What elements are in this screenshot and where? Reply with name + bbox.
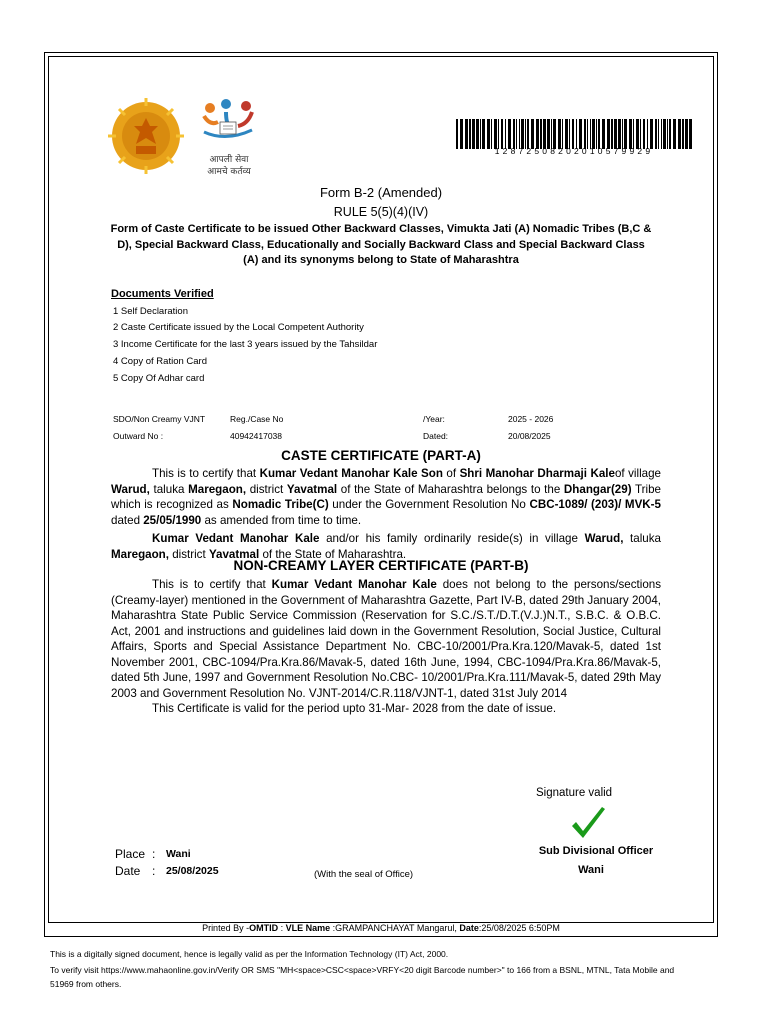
barcode-bar [501, 119, 503, 149]
text: This is to certify that [152, 467, 260, 480]
barcode-bar [689, 119, 692, 149]
place-colon: : [152, 847, 156, 861]
father-name: Shri Manohar Dharmaji Kale [459, 467, 615, 480]
officer-place: Wani [578, 864, 604, 876]
text: of the State of Maharashtra belongs to the [337, 482, 564, 496]
taluka: Maregaon, [111, 547, 169, 561]
district: Yavatmal [286, 482, 338, 496]
part-b-paragraph [111, 577, 661, 717]
year-value: 2025 - 2026 [508, 414, 554, 424]
barcode-bar [602, 119, 605, 149]
barcode-bar [525, 119, 526, 149]
barcode-bar [558, 119, 561, 149]
barcode-bar [469, 119, 471, 149]
barcode-bar [614, 119, 617, 149]
part-a-paragraph [111, 466, 661, 562]
barcode-bar [456, 119, 458, 149]
barcode-bar [598, 119, 600, 149]
maharashtra-emblem-icon [106, 96, 186, 176]
barcode-bar [519, 119, 520, 149]
barcode-bar [592, 119, 595, 149]
rule-number: RULE 5(5)(4)(IV) [333, 205, 429, 219]
barcode-bar [572, 119, 574, 149]
barcode-bar [640, 119, 641, 149]
barcode-bar [527, 119, 529, 149]
barcode-bar [622, 119, 623, 149]
text: under the Government Resolution No [328, 498, 530, 511]
date-colon: : [152, 864, 156, 878]
text: district [246, 482, 287, 496]
document-item: 1 Self Declaration [113, 306, 188, 317]
barcode-bar [607, 119, 610, 149]
barcode-bar [629, 119, 632, 149]
village: Warud, [111, 482, 150, 496]
applicant-name: Kumar Vedant Manohar Kale Son [259, 467, 443, 480]
barcode-bar [551, 119, 552, 149]
barcode-bar [673, 119, 676, 149]
barcode-bar [643, 119, 645, 149]
barcode-bar [663, 119, 666, 149]
text: :25/08/2025 6:50PM [478, 923, 560, 933]
resolution-date: 25/05/1990 [143, 513, 202, 527]
barcode-bar [596, 119, 597, 149]
barcode-bar [472, 119, 475, 149]
barcode-bar [636, 119, 639, 149]
documents-verified-heading: Documents Verified [111, 288, 214, 300]
printed-by-line [48, 923, 714, 933]
document-item: 4 Copy of Ration Card [113, 356, 207, 367]
barcode-bar [682, 119, 684, 149]
barcode-bar [487, 119, 490, 149]
barcode-bar [576, 119, 577, 149]
barcode-bar [516, 119, 517, 149]
text: and/or his family ordinarily reside(s) in village [319, 532, 585, 545]
seal-note: (With the seal of Office) [314, 869, 414, 880]
barcode-bar [553, 119, 556, 149]
text: :GRAMPANCHAYAT Mangarul, [330, 923, 460, 933]
barcode-bar [476, 119, 479, 149]
barcode-bar [521, 119, 524, 149]
tribe: Nomadic Tribe(C) [232, 498, 329, 511]
barcode-bar [465, 119, 468, 149]
applicant-name: Kumar Vedant Manohar Kale [271, 578, 437, 591]
checkmark-icon [568, 804, 608, 844]
barcode-bar [661, 119, 662, 149]
officer-title: Sub Divisional Officer [538, 845, 654, 857]
barcode-bar [669, 119, 671, 149]
outward-label: Outward No : [113, 431, 164, 441]
barcode-bar [667, 119, 668, 149]
omtid-label: OMTID [249, 923, 279, 933]
resolution-no: CBC-1089/ (203)/ MVK-5 [529, 498, 661, 511]
barcode-bar [590, 119, 591, 149]
barcode-bar [587, 119, 588, 149]
vle-name-label: VLE Name [285, 923, 331, 933]
text: Printed By - [202, 923, 250, 933]
sdo-label: SDO/Non Creamy VJNT [113, 414, 206, 424]
barcode-bar [540, 119, 542, 149]
barcode-bar [480, 119, 481, 149]
reg-case-label: Reg./Case No [230, 414, 284, 424]
footer-line-3: 51969 from others. [50, 979, 122, 989]
barcode-bar [618, 119, 621, 149]
aaple-seva-logo-icon [196, 96, 266, 178]
barcode-bar [562, 119, 563, 149]
applicant-name: Kumar Vedant Manohar Kale [152, 532, 320, 545]
place-value: Wani [166, 848, 191, 860]
barcode-bar [655, 119, 657, 149]
validity-text: This Certificate is valid for the period upto 31-Mar- 2028 from the date of issue. [152, 702, 557, 715]
barcode-bar [579, 119, 582, 149]
barcode-bar [536, 119, 539, 149]
barcode-bar [531, 119, 534, 149]
barcode-bar [494, 119, 497, 149]
barcode-bar [505, 119, 506, 149]
caste: Dhangar(29) [563, 482, 632, 496]
barcode-bar [498, 119, 499, 149]
village: Warud, [584, 532, 624, 545]
form-description: Form of Caste Certificate to be issued Other Backward Classes, Vimukta Jati (A) Nomadic Tribes (B,C & D), Special Backward Class, Educationally and Socially Backward Class and Special Backward Class (A) and its synonyms belong to State of Maharashtra [110, 223, 652, 266]
barcode-bar [658, 119, 659, 149]
footer-line-2: To verify visit https://www.mahaonline.gov.in/Verify OR SMS "MH<space>CSC<space>VRFY<20 digit Barcode number>" to 166 from a BSNL, MTNL, Tata Mobile and [50, 965, 675, 975]
dated-label: Dated: [423, 431, 449, 441]
barcode-bar [678, 119, 681, 149]
date-value: 25/08/2025 [166, 865, 219, 877]
form-title: Form B-2 (Amended) [319, 185, 443, 200]
text: : [278, 923, 286, 933]
dated-value: 20/08/2025 [508, 431, 551, 441]
text: taluka [623, 532, 661, 545]
barcode-bar [685, 119, 688, 149]
barcode-bar [633, 119, 634, 149]
date-label: Date [115, 864, 141, 878]
document-item: 2 Caste Certificate issued by the Local Competent Authority [113, 322, 364, 333]
outward-value: 40942417038 [230, 431, 283, 441]
text: of village [614, 467, 661, 480]
barcode-bar [513, 119, 515, 149]
text: as amended from time to time. [201, 513, 362, 527]
signature-status: Signature valid [536, 787, 613, 799]
barcode-bar [565, 119, 568, 149]
barcode-bar [611, 119, 613, 149]
barcode-bar [482, 119, 485, 149]
emblem-caption-line-2: आमचे कर्तव्य [207, 167, 251, 177]
emblem-caption-line-1: आपली सेवा [209, 155, 249, 165]
barcode-bar [569, 119, 570, 149]
document-item: 5 Copy Of Adhar card [113, 373, 205, 384]
barcode-bar [543, 119, 546, 149]
place-label: Place [115, 847, 146, 861]
text: of [442, 467, 460, 480]
text: Tribe which is recognized as [111, 482, 661, 511]
text: does not belong to the persons/sections (Creamy-layer) mentioned in the Government of Maharashtra Gazette, Part IV-B, dated 29th January 2004, Maharashtra State Public Service Commission (Reservation for S.C./S.T./D.T.(V.J.)N.T., S.B.C. & O.B.C. Act, 2001 and instructions and guidelines laid down in the Government Resolution, Social Justice, Cultural Affairs, Sports and Special Assistance Department No. CBC-10/2001/Pra.Kra.120/Mavak-5, dated 1st November 2001, CBC-1094/Pra.Kra.86/Mavak-5, dated 16th June, 1994, CBC-1094/Pra.Kra.86/Mavak-5, dated 5th June, 1997 and Government Resolution No.CBC- 10/2001/Pra.Kra.111/Mavak-5, dated 29th May 2003 and Government Resolution No. VJNT-2014/C.R.118/VJNT-1, dated 31st July 2014 [111, 578, 662, 700]
barcode-number: 12872508202010579929 [494, 146, 654, 156]
barcode-bar [650, 119, 653, 149]
document-item: 3 Income Certificate for the last 3 years issued by the Tahsildar [113, 339, 378, 350]
text: of the State of Maharashtra. [259, 547, 407, 561]
taluka: Maregaon, [188, 482, 247, 496]
barcode-bar [491, 119, 492, 149]
barcode-bar [547, 119, 550, 149]
barcode-bar [508, 119, 511, 149]
barcode-bar [460, 119, 463, 149]
text: district [168, 547, 209, 561]
text: This is to certify that [152, 578, 272, 591]
text: taluka [149, 482, 189, 496]
year-label: /Year: [423, 414, 445, 424]
barcode-bar [584, 119, 586, 149]
barcode-bar [647, 119, 648, 149]
part-b-heading: NON-CREAMY LAYER CERTIFICATE (PART-B) [233, 558, 529, 573]
part-a-heading: CASTE CERTIFICATE (PART-A) [281, 448, 481, 463]
print-date-label: Date [459, 923, 479, 933]
text: dated [111, 513, 144, 527]
district: Yavatmal [208, 547, 260, 561]
barcode-bar [624, 119, 627, 149]
footer-line-1: This is a digitally signed document, hence is legally valid as per the Information Technology (IT) Act, 2000. [50, 949, 449, 959]
